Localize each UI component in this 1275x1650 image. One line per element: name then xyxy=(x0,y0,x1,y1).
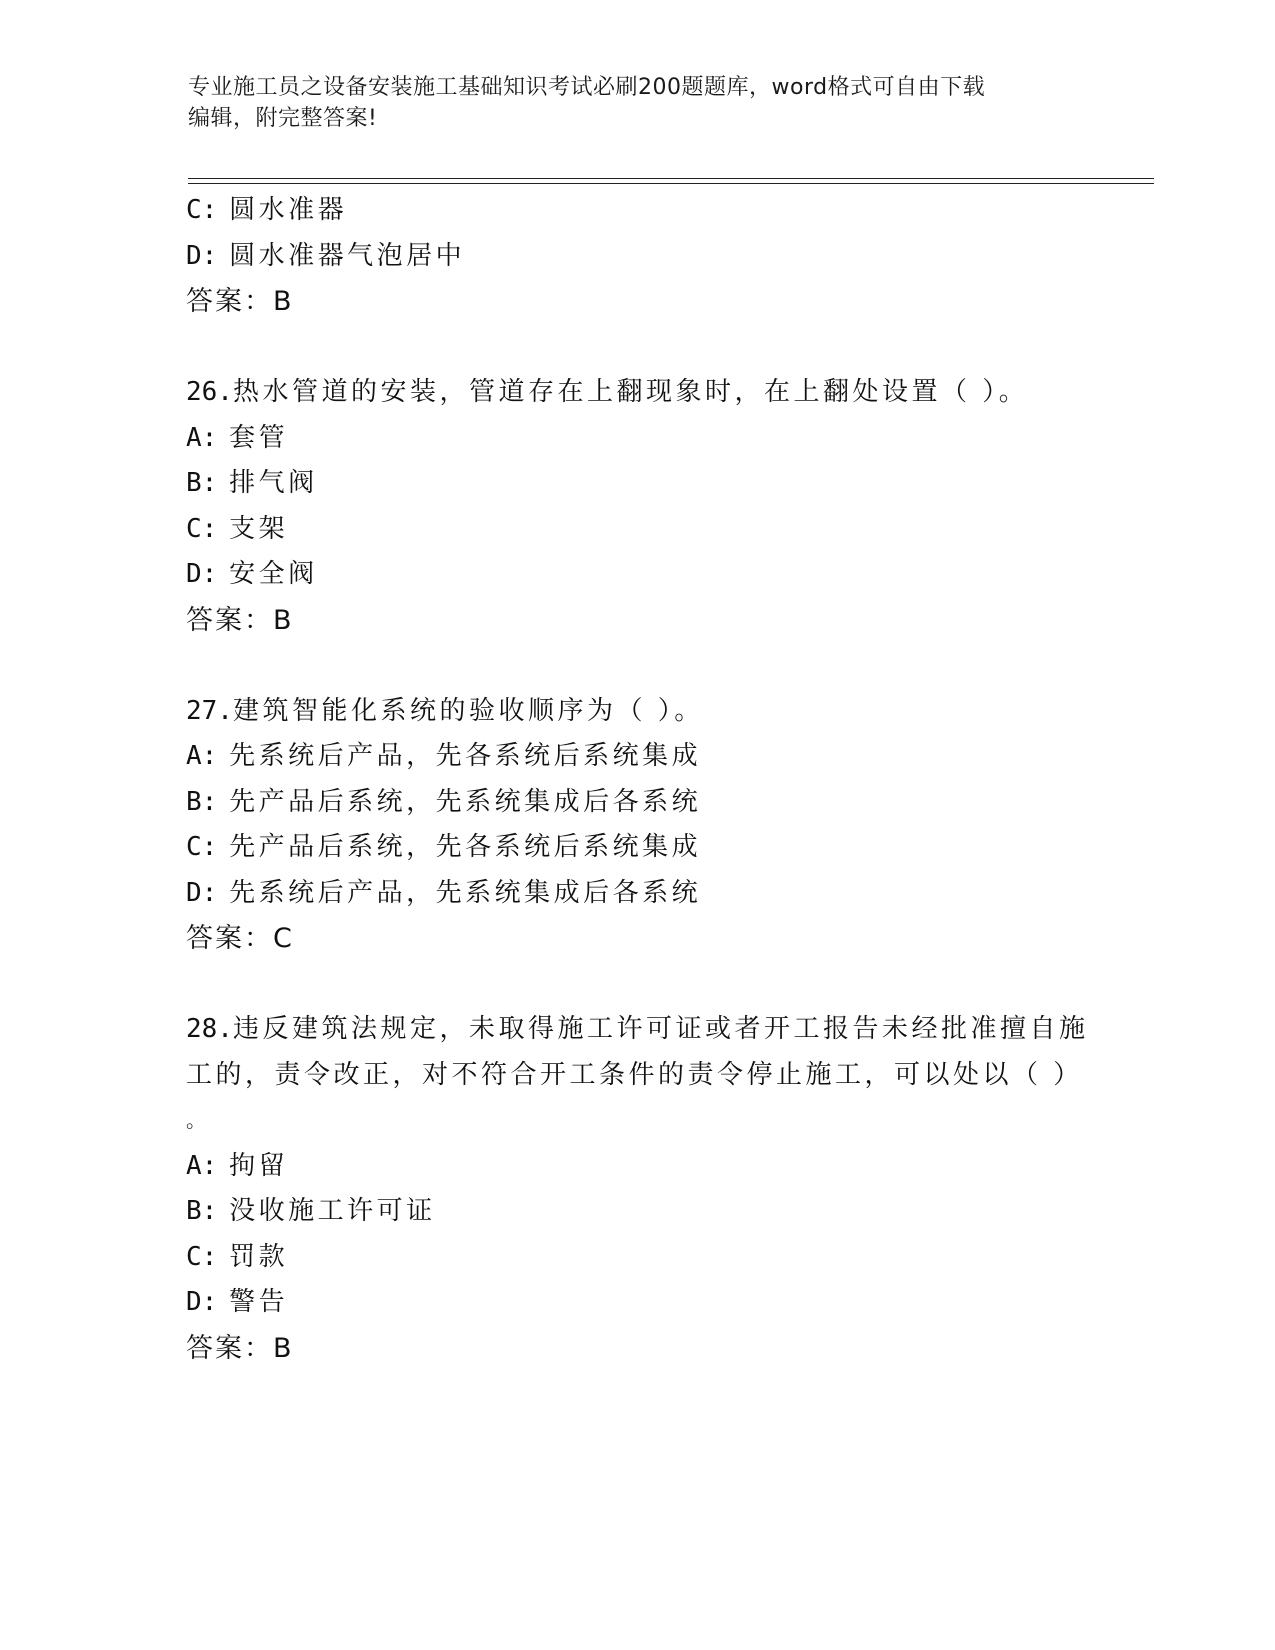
option-b xyxy=(186,461,1086,507)
option-d xyxy=(186,871,1086,917)
question-28 xyxy=(186,1007,1089,1371)
question-stem-line-2: 工的，责令改正，对不符合开工条件的责令停止施工，可以处以（ ） xyxy=(186,1059,1083,1090)
option-a xyxy=(186,416,1086,462)
option-key: A: xyxy=(186,1150,218,1181)
option-key: A: xyxy=(186,422,218,453)
option-d xyxy=(186,234,1086,280)
option-text: 圆水准器 xyxy=(229,195,348,225)
option-key: D: xyxy=(186,1287,218,1317)
answer-line: 答案：C xyxy=(186,923,294,954)
option-c xyxy=(186,825,1086,871)
option-text: 拘留 xyxy=(229,1150,289,1181)
spacer xyxy=(186,643,1086,689)
option-text: 罚款 xyxy=(229,1241,289,1272)
option-text: 没收施工许可证 xyxy=(229,1196,436,1226)
option-text: 圆水准器气泡居中 xyxy=(229,240,466,271)
question-26 xyxy=(186,370,1086,643)
option-a xyxy=(186,734,1086,780)
option-text: 排气阀 xyxy=(229,468,318,498)
question-27 xyxy=(186,689,1086,962)
option-text: 先产品后系统，先系统集成后各系统 xyxy=(229,786,702,817)
option-key: C: xyxy=(186,195,218,225)
spacer xyxy=(186,325,1086,371)
option-key: D: xyxy=(186,877,218,908)
question-text: 建筑智能化系统的验收顺序为（ ）。 xyxy=(232,695,704,726)
option-text: 先产品后系统，先各系统后系统集成 xyxy=(229,832,702,862)
answer-line: 答案：B xyxy=(186,604,294,636)
option-d xyxy=(186,552,1086,598)
option-key: B: xyxy=(186,786,218,817)
option-key: B: xyxy=(186,468,218,498)
answer-line: 答案：B xyxy=(186,286,294,317)
question-number: 27. xyxy=(186,695,233,726)
question-25-continued xyxy=(186,188,1086,325)
document-body xyxy=(186,188,1089,1371)
option-text: 先系统后产品，先系统集成后各系统 xyxy=(229,877,702,908)
option-b xyxy=(186,780,1086,826)
option-key: C: xyxy=(186,832,218,862)
option-key: C: xyxy=(186,1241,218,1272)
question-number: 28. xyxy=(186,1014,233,1044)
question-text: 热水管道的安装，管道存在上翻现象时，在上翻处设置（ ）。 xyxy=(232,377,1029,407)
option-c xyxy=(186,1235,1086,1281)
option-key: C: xyxy=(186,513,218,544)
answer-line: 答案：B xyxy=(186,1332,294,1364)
option-key: D: xyxy=(186,240,218,271)
option-text: 安全阀 xyxy=(229,559,318,589)
header-title-line-2: 编辑，附完整答案! xyxy=(188,106,378,131)
option-c xyxy=(186,188,1086,234)
option-text: 支架 xyxy=(229,513,289,544)
document-header xyxy=(188,72,1068,134)
option-d xyxy=(186,1280,1086,1326)
option-text: 警告 xyxy=(229,1287,289,1317)
question-stem xyxy=(186,370,1086,416)
option-b xyxy=(186,1189,1086,1235)
question-stem-line-3: 。 xyxy=(186,1108,210,1132)
option-c xyxy=(186,507,1086,553)
option-key: D: xyxy=(186,559,218,589)
question-stem xyxy=(186,689,1086,735)
option-text: 先系统后产品，先各系统后系统集成 xyxy=(229,741,702,771)
option-text: 套管 xyxy=(229,422,289,453)
question-number: 26. xyxy=(186,377,233,407)
spacer xyxy=(186,962,1086,1008)
option-a xyxy=(186,1144,1086,1190)
question-stem-line-1 xyxy=(186,1007,1089,1053)
option-key: A: xyxy=(186,741,218,771)
header-title-line-1: 专业施工员之设备安装施工基础知识考试必刷200题题库，word格式可自由下载 xyxy=(188,75,986,100)
header-divider xyxy=(188,178,1154,184)
question-text: 违反建筑法规定，未取得施工许可证或者开工报告未经批准擅自施 xyxy=(232,1014,1089,1044)
option-key: B: xyxy=(186,1196,218,1226)
